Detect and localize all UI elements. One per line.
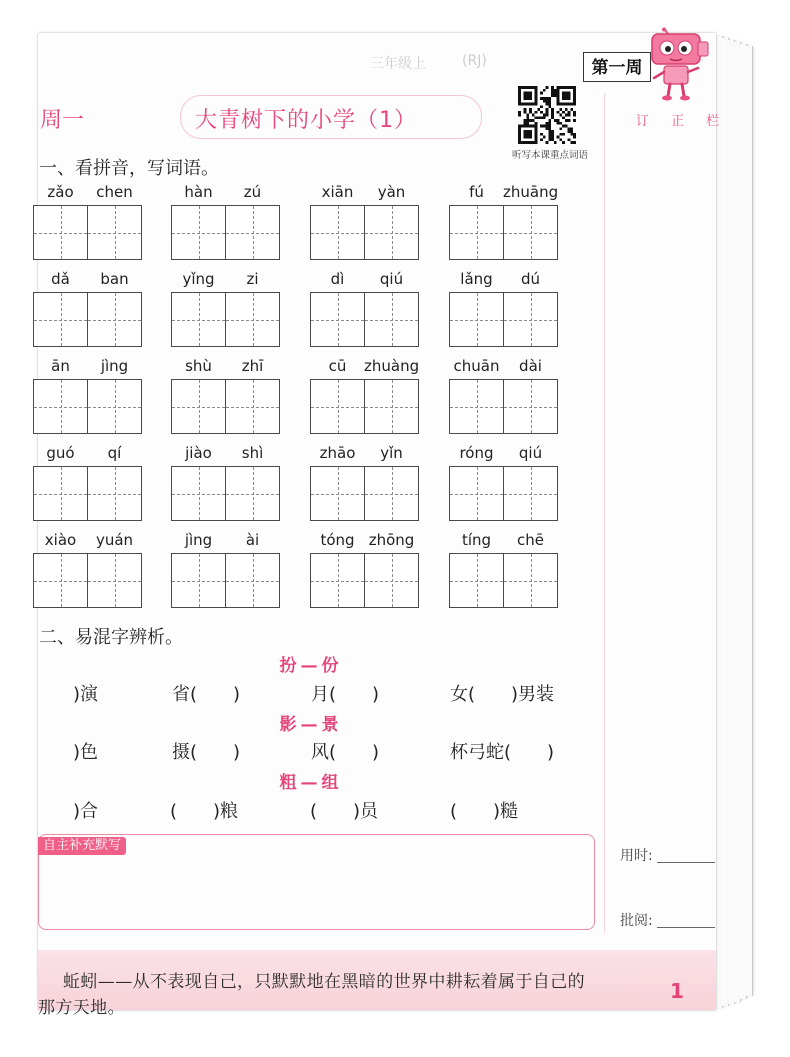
word-cell — [33, 531, 142, 610]
writing-box — [503, 466, 558, 521]
fill-blank-item: 摄( ) — [172, 742, 241, 763]
writing-box — [503, 553, 558, 608]
pinyin-syllable: zhī — [241, 357, 264, 375]
side-column-divider — [604, 93, 605, 933]
section-confusable-heading: 二、易混字辨析。 — [39, 627, 183, 648]
writing-box — [33, 379, 88, 434]
pinyin-syllable: shù — [185, 357, 212, 375]
pinyin-syllable: tóng — [320, 531, 355, 549]
pinyin-syllable: chē — [517, 531, 544, 549]
pinyin-syllable: yǐn — [380, 444, 403, 462]
pinyin-syllable: ān — [51, 357, 70, 375]
writing-box — [225, 205, 280, 260]
fill-blank-item: )合 — [73, 801, 99, 822]
word-cell — [449, 444, 558, 523]
word-cell — [310, 531, 419, 610]
pinyin-syllable: zhuāng — [503, 183, 559, 201]
pinyin-syllable: jìng — [100, 357, 129, 375]
writing-box — [171, 292, 226, 347]
writing-box — [33, 205, 88, 260]
writing-box — [449, 205, 504, 260]
pinyin-syllable: zi — [246, 270, 259, 288]
pinyin-syllable: zhuàng — [364, 357, 420, 375]
pinyin-syllable: jiào — [185, 444, 212, 462]
word-cell — [171, 444, 280, 523]
pinyin-syllable: zhāo — [319, 444, 356, 462]
word-cell — [171, 270, 280, 349]
word-cell — [449, 270, 558, 349]
word-cell — [310, 183, 419, 262]
section-pinyin-heading: 一、看拼音，写词语。 — [39, 158, 219, 179]
lesson-title: 大青树下的小学（1） — [195, 108, 417, 133]
pinyin-syllable: dài — [519, 357, 542, 375]
writing-box — [449, 466, 504, 521]
pinyin-syllable: chuān — [453, 357, 500, 375]
writing-box — [87, 205, 142, 260]
writing-box — [364, 205, 419, 260]
pinyin-syllable: qí — [107, 444, 122, 462]
writing-box — [87, 379, 142, 434]
pinyin-syllable: xiào — [44, 531, 77, 549]
writing-box — [171, 553, 226, 608]
writing-box — [33, 553, 88, 608]
writing-box — [171, 205, 226, 260]
writing-box — [364, 292, 419, 347]
pinyin-syllable: fú — [469, 183, 484, 201]
robot-mascot-icon — [646, 28, 712, 102]
fill-blank-item: 风( ) — [311, 742, 380, 763]
week-label: 第一周 — [583, 52, 651, 82]
qr-caption: 听写本课重点词语 — [511, 150, 588, 161]
fill-blank-item: 女( )男装 — [450, 684, 555, 705]
page-number: 1 — [670, 979, 684, 1003]
writing-box — [225, 466, 280, 521]
word-cell — [33, 357, 142, 436]
pinyin-syllable: zǎo — [47, 183, 74, 201]
pinyin-syllable: dǎ — [51, 270, 70, 288]
word-cell — [171, 531, 280, 610]
fill-blank-item: ( )糙 — [450, 801, 519, 822]
pinyin-syllable: zhōng — [368, 531, 415, 549]
footer-quote-line2: 那方天地。 — [38, 998, 125, 1018]
writing-box — [171, 466, 226, 521]
pinyin-syllable: dì — [330, 270, 345, 288]
word-cell — [449, 357, 558, 436]
pinyin-syllable: qiú — [379, 270, 404, 288]
word-cell — [449, 531, 558, 610]
writing-box — [225, 292, 280, 347]
fill-blank-item: )演 — [73, 684, 99, 705]
writing-box — [310, 553, 365, 608]
pinyin-syllable: shì — [241, 444, 264, 462]
writing-box — [449, 553, 504, 608]
writing-box — [364, 553, 419, 608]
review-label: 批阅: — [620, 913, 653, 929]
workbook-page — [38, 33, 729, 1018]
pinyin-syllable: jìng — [184, 531, 213, 549]
writing-box — [364, 379, 419, 434]
time-used-label: 用时: — [620, 848, 653, 864]
word-cell — [310, 270, 419, 349]
writing-box — [310, 379, 365, 434]
pinyin-syllable: qiú — [518, 444, 543, 462]
writing-box — [87, 292, 142, 347]
pinyin-syllable: zú — [243, 183, 262, 201]
page-stack-edge — [746, 46, 753, 996]
confusable-pair: 粗—组 — [279, 773, 343, 793]
review-line — [657, 927, 715, 928]
correction-column-label: 订 正 栏 — [636, 114, 729, 129]
word-cell — [33, 270, 142, 349]
fill-blank-item: 省( ) — [172, 684, 241, 705]
fill-blank-item: 杯弓蛇( ) — [450, 742, 555, 763]
fill-blank-item: ( )粮 — [170, 801, 239, 822]
word-cell — [171, 183, 280, 262]
writing-box — [225, 379, 280, 434]
writing-box — [33, 466, 88, 521]
pinyin-syllable: guó — [46, 444, 75, 462]
word-cell — [33, 444, 142, 523]
qr-code-icon — [518, 86, 576, 144]
writing-box — [503, 292, 558, 347]
confusable-pair: 影—景 — [279, 715, 343, 735]
footer-quote-line1: 蚯蚓——从不表现自己，只默默地在黑暗的世界中耕耘着属于自己的 — [63, 972, 585, 992]
pinyin-syllable: chen — [96, 183, 133, 201]
writing-box — [449, 292, 504, 347]
confusable-pair: 扮—份 — [279, 656, 343, 676]
writing-box — [503, 379, 558, 434]
day-label: 周一 — [40, 108, 85, 133]
word-cell — [310, 444, 419, 523]
grade-text: 三年级上 — [370, 56, 426, 72]
pinyin-syllable: dú — [520, 270, 541, 288]
pinyin-syllable: hàn — [184, 183, 213, 201]
pinyin-syllable: cū — [328, 357, 347, 375]
writing-box — [33, 292, 88, 347]
writing-box — [171, 379, 226, 434]
pinyin-syllable: yàn — [377, 183, 406, 201]
writing-box — [225, 553, 280, 608]
pinyin-syllable: ài — [245, 531, 260, 549]
writing-box — [364, 466, 419, 521]
time-used-line — [657, 862, 715, 863]
writing-box — [310, 466, 365, 521]
pinyin-syllable: ban — [100, 270, 129, 288]
writing-box — [310, 205, 365, 260]
fill-blank-item: 月( ) — [311, 684, 380, 705]
writing-box — [310, 292, 365, 347]
pinyin-syllable: yuán — [95, 531, 134, 549]
fill-blank-item: ( )员 — [310, 801, 379, 822]
word-cell — [171, 357, 280, 436]
fill-blank-item: )色 — [73, 742, 99, 763]
pinyin-syllable: xiān — [321, 183, 354, 201]
word-cell — [310, 357, 419, 436]
pinyin-syllable: róng — [459, 444, 494, 462]
writing-box — [87, 553, 142, 608]
word-cell — [449, 183, 558, 262]
writing-box — [87, 466, 142, 521]
pinyin-syllable: lǎng — [460, 270, 493, 288]
writing-box — [449, 379, 504, 434]
word-cell — [33, 183, 142, 262]
writing-box — [503, 205, 558, 260]
edition-text: (RJ) — [462, 53, 487, 69]
supplement-label: 自主补充默写 — [38, 837, 126, 855]
pinyin-syllable: tíng — [461, 531, 492, 549]
pinyin-syllable: yǐng — [182, 270, 215, 288]
